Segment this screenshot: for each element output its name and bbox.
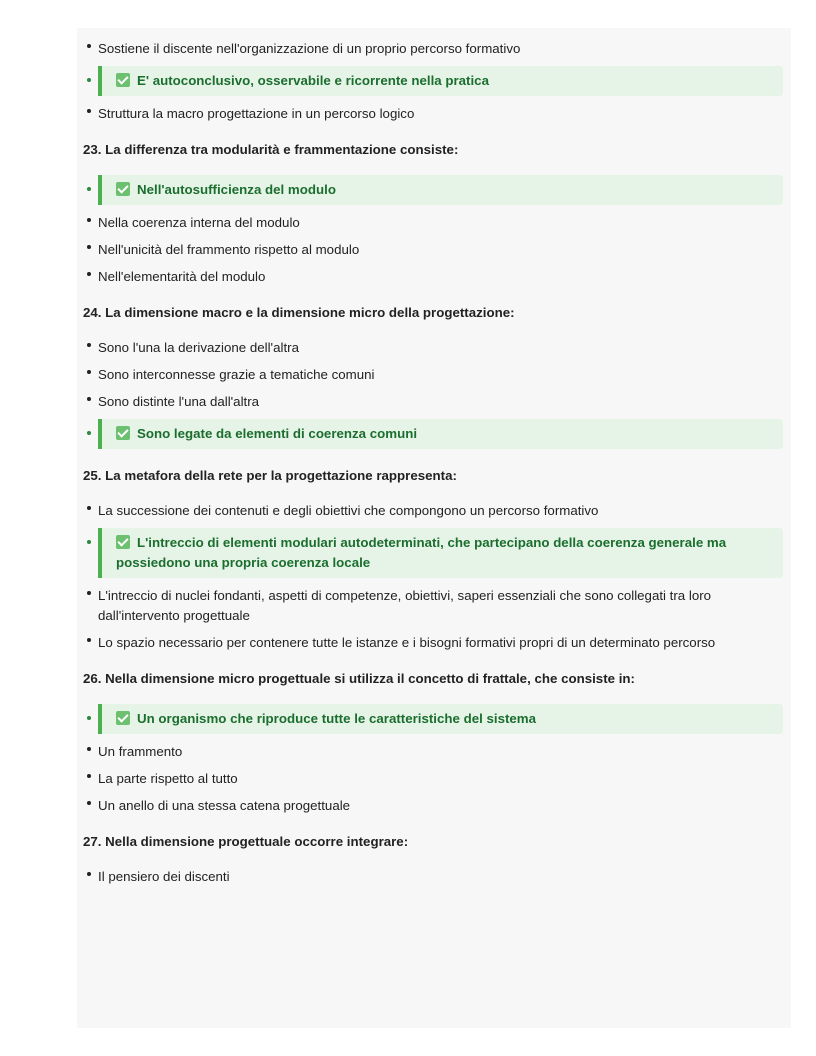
correct-answer-item (83, 416, 783, 454)
question-title: 27. Nella dimensione progettuale occorre integrare: (83, 834, 409, 849)
check-box-icon (116, 426, 130, 440)
option-list (83, 864, 783, 891)
answer-text: Nell'unicità del frammento rispetto al modulo (98, 242, 360, 257)
answer-option (83, 101, 783, 128)
question-title: 26. Nella dimensione micro progettuale si utilizza il concetto di frattale, che consiste in: (83, 671, 635, 686)
answer-option (83, 237, 783, 264)
answer-option (83, 264, 783, 291)
question-list (83, 140, 783, 891)
check-box-icon (116, 182, 130, 196)
answer-text: Nell'autosufficienza del modulo (137, 182, 336, 197)
answer-option (83, 362, 783, 389)
correct-answer-highlight (98, 528, 783, 578)
answer-option (83, 335, 783, 362)
answer-option (83, 739, 783, 766)
quiz-page (77, 28, 791, 1028)
answer-option (83, 583, 783, 630)
answer-text: Sostiene il discente nell'organizzazione di un proprio percorso formativo (98, 41, 521, 56)
answer-text: Sono legate da elementi di coerenza comuni (137, 426, 418, 441)
correct-answer-item (83, 701, 783, 739)
question-title: 24. La dimensione macro e la dimensione micro della progettazione: (83, 305, 515, 320)
answer-text: Sono interconnesse grazie a tematiche comuni (98, 367, 375, 382)
answer-text: Nell'elementarità del modulo (98, 269, 266, 284)
correct-answer-item (83, 63, 783, 101)
option-list (83, 335, 783, 454)
answer-option (83, 766, 783, 793)
answer-text: L'intreccio di nuclei fondanti, aspetti di competenze, obiettivi, saperi essenziali che sono collegati tra loro dall'intervento progettuale (98, 588, 712, 623)
answer-text: Lo spazio necessario per contenere tutte le istanze e i bisogni formativi propri di un determinato percorso (98, 635, 716, 650)
correct-answer-highlight (98, 175, 783, 205)
answer-text: Un anello di una stessa catena progettuale (98, 798, 351, 813)
answer-text: E' autoconclusivo, osservabile e ricorrente nella pratica (137, 73, 489, 88)
answer-text: Un organismo che riproduce tutte le caratteristiche del sistema (137, 711, 537, 726)
answer-text: La successione dei contenuti e degli obiettivi che compongono un percorso formativo (98, 503, 599, 518)
answer-text: La parte rispetto al tutto (98, 771, 238, 786)
answer-option (83, 630, 783, 657)
question-title: 25. La metafora della rete per la progettazione rappresenta: (83, 468, 457, 483)
answer-option (83, 210, 783, 237)
check-box-icon (116, 535, 130, 549)
answer-option (83, 36, 783, 63)
option-list (83, 701, 783, 820)
check-box-icon (116, 711, 130, 725)
correct-answer-item (83, 525, 783, 583)
question-block (83, 303, 783, 454)
check-box-icon (116, 73, 130, 87)
answer-text: Sono distinte l'una dall'altra (98, 394, 260, 409)
correct-answer-item (83, 172, 783, 210)
correct-answer-highlight (98, 419, 783, 449)
answer-text: Un frammento (98, 744, 183, 759)
answer-option (83, 793, 783, 820)
answer-text: Sono l'una la derivazione dell'altra (98, 340, 299, 355)
question-block (83, 832, 783, 891)
answer-text: L'intreccio di elementi modulari autodeterminati, che partecipano della coerenza generale ma possiedono una propria coerenza locale (116, 535, 727, 570)
answer-option (83, 389, 783, 416)
question-block (83, 669, 783, 820)
answer-text: Struttura la macro progettazione in un percorso logico (98, 106, 415, 121)
question-block (83, 140, 783, 291)
answer-text: Il pensiero dei discenti (98, 869, 230, 884)
answer-option (83, 864, 783, 891)
question-block (83, 466, 783, 657)
option-list (83, 498, 783, 657)
question-title: 23. La differenza tra modularità e frammentazione consiste: (83, 142, 459, 157)
correct-answer-highlight (98, 66, 783, 96)
option-list-intro (83, 36, 783, 128)
option-list (83, 172, 783, 291)
answer-option (83, 498, 783, 525)
correct-answer-highlight (98, 704, 783, 734)
answer-text: Nella coerenza interna del modulo (98, 215, 300, 230)
